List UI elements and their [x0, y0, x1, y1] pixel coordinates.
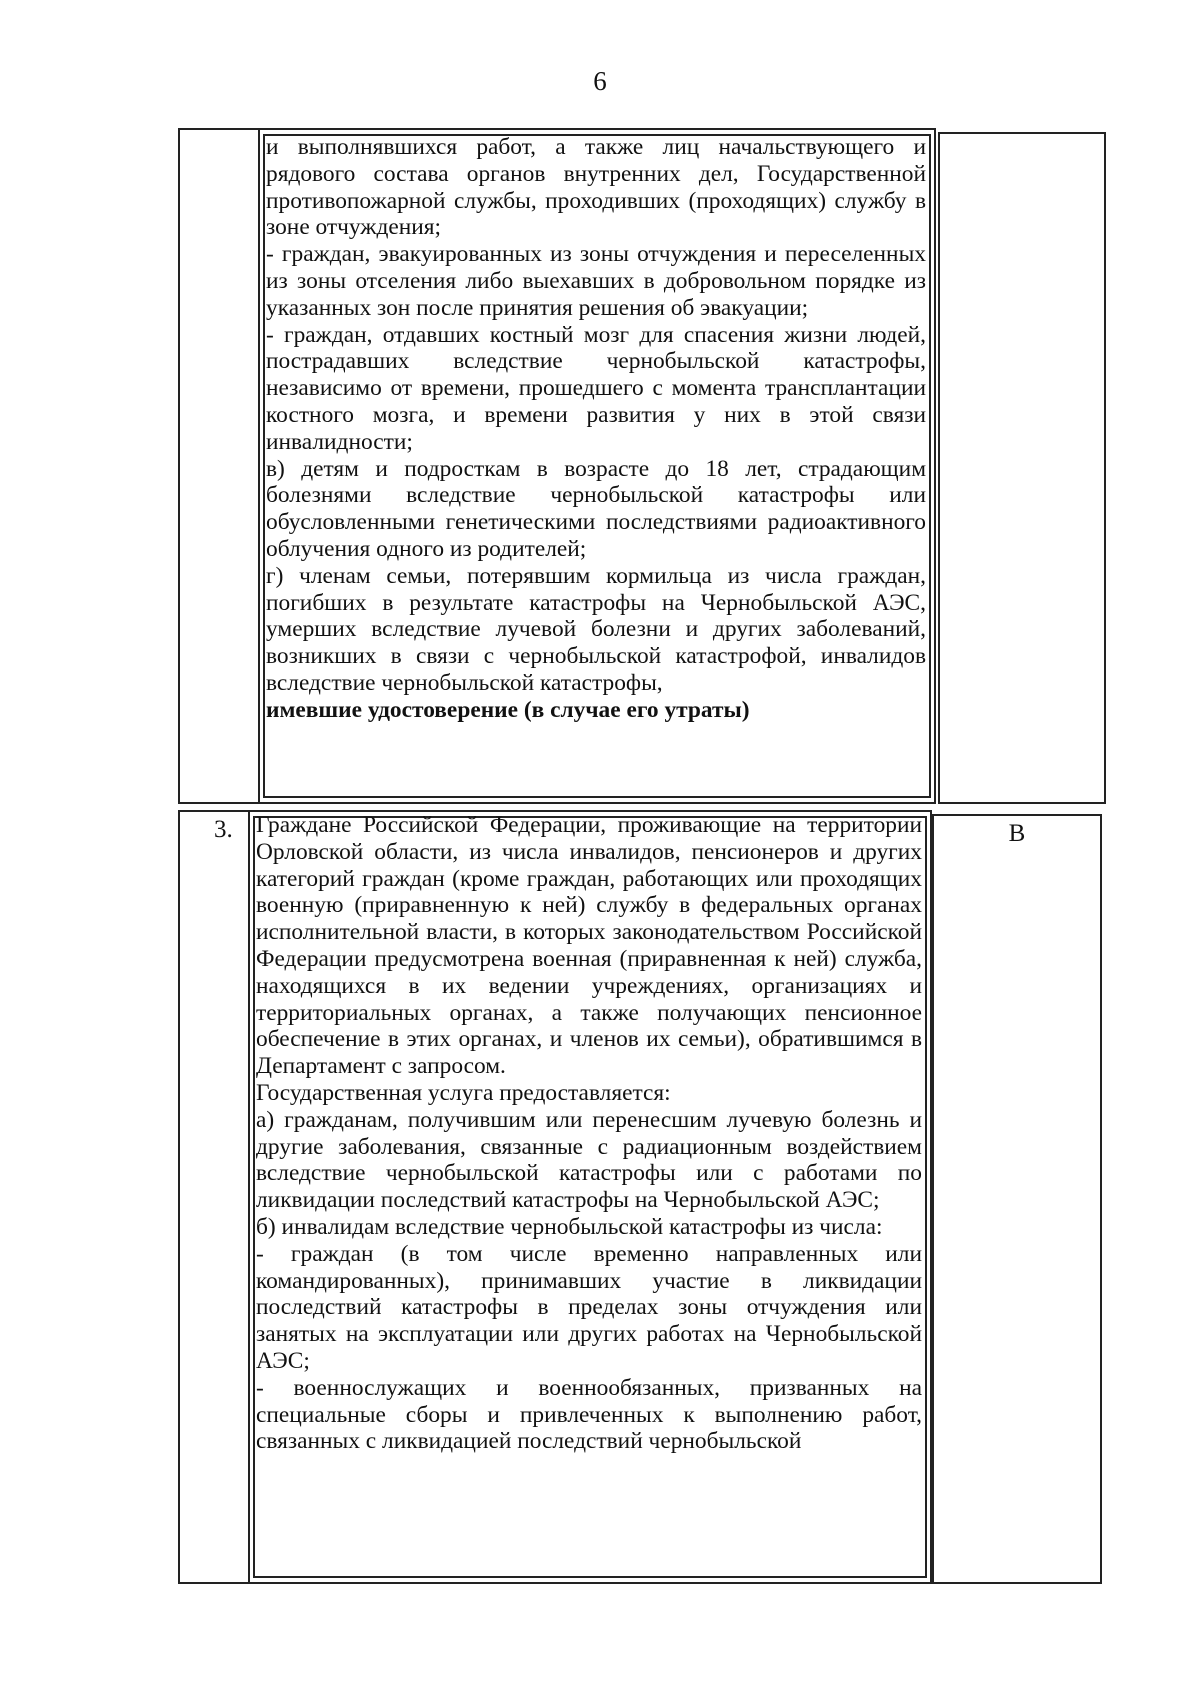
number-cell — [178, 810, 250, 1584]
paragraph: б) инвалидам вследствие чернобыльской катастрофы из числа: — [256, 1213, 883, 1240]
paragraph: Граждане Российской Федерации, проживающие на территории Орловской области, из числа инвалидов, пенсионеров и других категорий граждан (кроме граждан, работающих или проходящих военную (приравненную к ней) службу в федеральных органах исполнительной власти, в которых законодательством Российской Федерации предусмотрена военная (приравненная к ней) служба, находящихся в их ведении учреждениях, организациях и территориальных органах, а также получающих пенсионное обеспечение в этих органах, и членов их семьи), обратившимся в Департамент с запросом. — [256, 812, 922, 1080]
paragraph: г) членам семьи, потерявшим кормильца из числа граждан, погибших в результате катастрофы на Чернобыльской АЭС, умерших вследствие лучевой болезни и других заболеваний, возникших в связи с чернобыльской катастрофой, инвалидов вследствие чернобыльской катастрофы, — [266, 562, 926, 696]
category-letter: В — [1008, 820, 1026, 847]
paragraph: - граждан, эвакуированных из зоны отчуждения и переселенных из зоны отселения либо выехавших в добровольном порядке из указанных зон после принятия решения об эвакуации; — [266, 241, 926, 321]
page-number: 6 — [593, 66, 607, 96]
paragraph: и выполнявшихся работ, а также лиц начальствующего и рядового состава органов внутренних дел, Государственной противопожарной службы, проходивших (проходящих) службу в зоне отчуждения; — [266, 134, 926, 241]
paragraph: Государственная услуга предоставляется: — [256, 1079, 671, 1106]
description-text — [256, 812, 922, 1455]
number-cell — [178, 128, 260, 804]
paragraph: - военнослужащих и военнообязанных, призванных на специальные сборы и привлеченных к выполнению работ, связанных с ликвидацией последствий чернобыльской — [256, 1374, 922, 1455]
description-text — [266, 134, 926, 724]
row-number: 3. — [214, 816, 233, 843]
paragraph: в) детям и подросткам в возрасте до 18 лет, страдающим болезнями вследствие чернобыльской катастрофы или обусловленными генетическими последствиями радиоактивного облучения одного из родителей; — [266, 455, 926, 562]
paragraph: - граждан (в том числе временно направленных или командированных), принимавших участие в ликвидации последствий катастрофы в пределах зоны отчуждения или занятых на эксплуатации или других работах на Чернобыльской АЭС; — [256, 1240, 922, 1374]
paragraph: а) гражданам, получившим или перенесшим лучевую болезнь и другие заболевания, связанные с радиационным воздействием вследствие чернобыльской катастрофы или с работами по ликвидации последствий катастрофы на Чернобыльской АЭС; — [256, 1106, 922, 1214]
category-cell — [932, 814, 1102, 1584]
paragraph: - граждан, отдавших костный мозг для спасения жизни людей, пострадавших вследствие чернобыльской катастрофы, независимо от времени, прошедшего с момента трансплантации костного мозга, и времени развития у них в этой связи инвалидности; — [266, 321, 926, 455]
category-cell — [938, 132, 1106, 804]
paragraph-bold: имевшие удостоверение (в случае его утраты) — [266, 696, 750, 723]
